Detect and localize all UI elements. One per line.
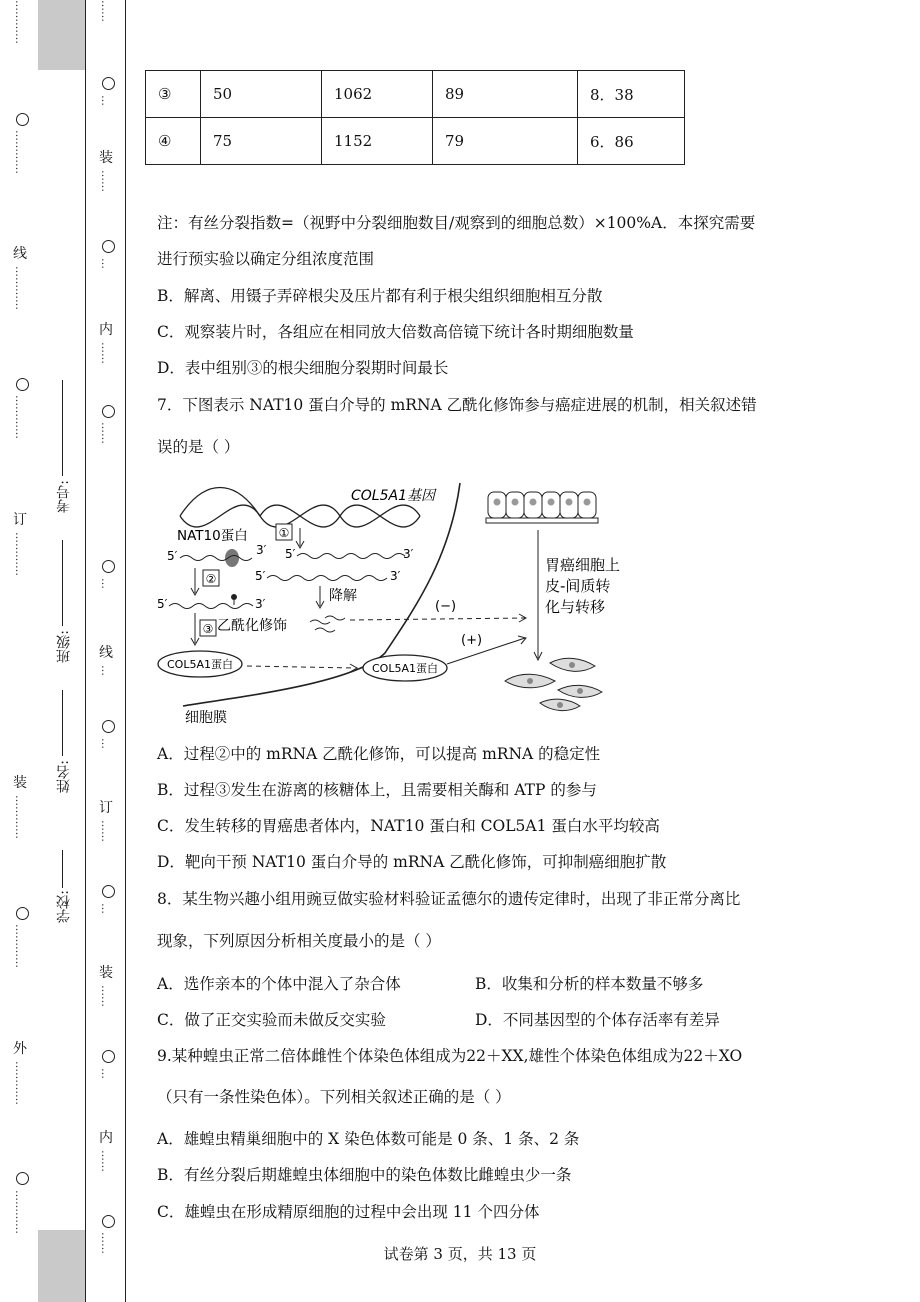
q9-option-a: A．雄蝗虫精巢细胞中的 X 染色体数可能是 0 条、1 条、2 条 xyxy=(157,1130,580,1148)
five-prime-label: 5′ xyxy=(285,547,296,561)
emt-label-line3: 化与转移 xyxy=(545,598,606,616)
minus-label: (−) xyxy=(435,599,457,614)
dotted-line: …… xyxy=(99,820,112,842)
nucleus xyxy=(557,702,563,708)
dotted-line: … xyxy=(99,95,112,106)
dotted-line: …… xyxy=(99,0,112,22)
col5a1-outside-label: COL5A1蛋白 xyxy=(372,662,438,675)
field-school: 学校: xyxy=(56,890,72,923)
table-row xyxy=(146,71,685,118)
mrna-strand xyxy=(180,556,252,561)
dotted-line: … xyxy=(99,665,112,676)
plus-label: (+) xyxy=(461,633,483,648)
nucleus xyxy=(577,688,583,694)
dotted-line: …… xyxy=(99,985,112,1007)
seal-circle xyxy=(102,240,115,253)
inner-label-xian: 线 xyxy=(99,645,113,661)
dotted-line: …… xyxy=(99,1232,112,1254)
outer-label-line: 线 xyxy=(13,246,27,262)
seal-circle xyxy=(16,1172,29,1185)
q7-option-b: B．过程③发生在游离的核糖体上，且需要相关酶和 ATP 的参与 xyxy=(157,781,597,799)
q8-option-a: A．选作亲本的个体中混入了杂合体 xyxy=(157,975,401,993)
seal-circle xyxy=(102,1215,115,1228)
dotted-line: ………… xyxy=(13,795,26,839)
three-prime-label: 3′ xyxy=(390,569,401,583)
inner-label-zhuang-2: 装 xyxy=(99,965,113,981)
dotted-line: ………… xyxy=(13,1061,26,1105)
q8-option-c: C．做了正交实验而未做反交实验 xyxy=(157,1011,386,1029)
dotted-line: … xyxy=(99,903,112,914)
q9-option-c: C．雄蝗虫在形成精原细胞的过程中会出现 11 个四分体 xyxy=(157,1203,540,1221)
gene-label: COL5A1基因 xyxy=(351,488,435,504)
seal-circle xyxy=(102,77,115,90)
table-cell: 8．38 xyxy=(578,71,685,118)
secretion-dashed-arrow xyxy=(247,666,355,668)
dotted-line: …… xyxy=(99,422,112,444)
q6-option-b: B．解离、用镊子弄碎根尖及压片都有利于根尖组织细胞相互分散 xyxy=(157,287,603,305)
acetyl-group xyxy=(231,594,237,600)
dotted-line: …… xyxy=(99,170,112,192)
nat10-label: NAT10蛋白 xyxy=(177,528,248,544)
q9-option-b: B．有丝分裂后期雄蝗虫体细胞中的染色体数比雌蝗虫少一条 xyxy=(157,1166,572,1184)
dotted-line: …… xyxy=(99,342,112,364)
field-name: 姓名: xyxy=(56,760,72,793)
nucleus xyxy=(494,499,501,506)
q6-option-d: D．表中组别③的根尖细胞分裂期时间最长 xyxy=(157,359,449,377)
inner-label-ding: 订 xyxy=(99,800,113,816)
student-info-band xyxy=(38,0,85,1302)
table-cell: 6．86 xyxy=(578,118,685,165)
q8-option-b: B．收集和分析的样本数量不够多 xyxy=(475,975,704,993)
seal-circle xyxy=(102,1050,115,1063)
margin-divider xyxy=(125,0,126,1302)
seal-circle xyxy=(102,720,115,733)
dotted-line: ………… xyxy=(13,924,26,968)
dotted-line: ………… xyxy=(13,266,26,310)
emt-cells-figure xyxy=(480,478,640,728)
three-prime-label: 3′ xyxy=(403,547,414,561)
field-underline xyxy=(62,850,63,888)
emt-label-line1: 胃癌细胞上 xyxy=(545,556,621,574)
three-prime-label: 3′ xyxy=(256,543,267,557)
degrade-label: 降解 xyxy=(329,588,357,604)
dotted-line: ………… xyxy=(13,1190,26,1234)
degraded-fragments xyxy=(310,616,345,632)
binding-margin xyxy=(0,0,125,1302)
seal-circle xyxy=(102,405,115,418)
nucleus xyxy=(569,662,575,668)
q9-stem-line1: 9.某种蝗虫正常二倍体雌性个体染色体组成为22＋XX,雄性个体染色体组成为22＋XO xyxy=(157,1047,743,1065)
acetylation-label: 乙酰化修饰 xyxy=(217,618,287,634)
step2-label: ② xyxy=(205,572,217,586)
outer-label-ding: 订 xyxy=(13,512,27,528)
acetylated-mrna xyxy=(169,604,253,609)
nucleus xyxy=(548,499,555,506)
q7-stem-line1: 7．下图表示 NAT10 蛋白介导的 mRNA 乙酰化修饰参与癌症进展的机制，相关叙述错 xyxy=(157,396,757,414)
nucleus xyxy=(527,678,533,684)
step1-label: ① xyxy=(278,526,290,540)
q7-stem-line2: 误的是（ ） xyxy=(157,438,240,456)
table-row xyxy=(146,118,685,165)
five-prime-label: 5′ xyxy=(157,597,168,611)
q8-option-d: D．不同基因型的个体存活率有差异 xyxy=(475,1011,720,1029)
nucleus xyxy=(530,499,537,506)
seal-circle xyxy=(16,907,29,920)
table-cell: 89 xyxy=(433,71,578,118)
dna-strand xyxy=(180,505,420,527)
dotted-line: ………… xyxy=(13,0,26,44)
table-cell: 50 xyxy=(201,71,322,118)
nucleus xyxy=(584,499,591,506)
dotted-line: … xyxy=(99,1068,112,1079)
mesenchymal-cells xyxy=(505,658,602,710)
three-prime-label: 3′ xyxy=(255,597,266,611)
col5a1-inside-label: COL5A1蛋白 xyxy=(167,658,233,671)
dotted-line: ………… xyxy=(13,532,26,576)
field-exam-number: 考号: xyxy=(56,480,72,513)
mrna-strand xyxy=(297,554,405,559)
dotted-line: …… xyxy=(99,1150,112,1172)
step3-label: ③ xyxy=(202,622,214,636)
q8-stem-line1: 8．某生物兴趣小组用豌豆做实验材料验证孟德尔的遗传定律时，出现了非正常分离比 xyxy=(157,890,741,908)
dotted-line: ………… xyxy=(13,395,26,439)
mrna-strand xyxy=(267,576,387,581)
seal-circle xyxy=(16,113,29,126)
table-cell: 1152 xyxy=(322,118,433,165)
basement-membrane xyxy=(486,518,598,523)
q9-stem-line2: （只有一条性染色体）。下列相关叙述正确的是（ ） xyxy=(157,1088,511,1106)
seal-circle xyxy=(102,885,115,898)
field-underline xyxy=(62,540,63,626)
field-underline xyxy=(62,690,63,756)
five-prime-label: 5′ xyxy=(167,549,178,563)
dotted-line: … xyxy=(99,258,112,269)
q6-note-line2: 进行预实验以确定分组浓度范围 xyxy=(157,250,375,268)
table-cell: 75 xyxy=(201,118,322,165)
membrane-label: 细胞膜 xyxy=(185,710,227,726)
table-cell: 1062 xyxy=(322,71,433,118)
q6-option-c: C．观察装片时，各组应在相同放大倍数高倍镜下统计各时期细胞数量 xyxy=(157,323,634,341)
seal-circle xyxy=(16,378,29,391)
page-footer: 试卷第 3 页，共 13 页 xyxy=(383,1245,537,1263)
q6-note-line1: 注：有丝分裂指数=（视野中分裂细胞数目/观察到的细胞总数）×100%A．本探究需要 xyxy=(157,214,756,232)
inner-label-nei-2: 内 xyxy=(99,1130,113,1146)
q8-stem-line2: 现象，下列原因分析相关度最小的是（ ） xyxy=(157,932,441,950)
dotted-line: … xyxy=(99,578,112,589)
field-class: 班级: xyxy=(56,630,72,663)
mitotic-index-table xyxy=(145,70,685,165)
epithelial-cells xyxy=(486,492,598,523)
q7-option-c: C．发生转移的胃癌患者体内，NAT10 蛋白和 COL5A1 蛋白水平均较高 xyxy=(157,817,660,835)
emt-label-line2: 皮-间质转 xyxy=(545,577,611,595)
table-cell: ③ xyxy=(146,71,201,118)
inner-label-nei: 内 xyxy=(99,322,113,338)
dotted-line: ………… xyxy=(13,130,26,174)
q7-option-a: A．过程②中的 mRNA 乙酰化修饰，可以提高 mRNA 的稳定性 xyxy=(157,745,601,763)
inner-seal-column xyxy=(85,0,125,1302)
outer-seal-column xyxy=(0,0,38,1302)
seal-circle xyxy=(102,560,115,573)
table-cell: 79 xyxy=(433,118,578,165)
outer-label-wai: 外 xyxy=(13,1041,27,1057)
q7-option-d: D．靶向干预 NAT10 蛋白介导的 mRNA 乙酰化修饰，可抑制癌细胞扩散 xyxy=(157,853,667,871)
table-cell: ④ xyxy=(146,118,201,165)
field-underline xyxy=(62,380,63,476)
dotted-line: … xyxy=(99,738,112,749)
nucleus xyxy=(566,499,573,506)
five-prime-label: 5′ xyxy=(255,569,266,583)
inner-label-zhuang: 装 xyxy=(99,150,113,166)
nat10-protein-shape xyxy=(225,549,239,567)
outer-label-zhuang: 装 xyxy=(13,775,27,791)
nucleus xyxy=(512,499,519,506)
student-info-area xyxy=(38,70,85,1230)
